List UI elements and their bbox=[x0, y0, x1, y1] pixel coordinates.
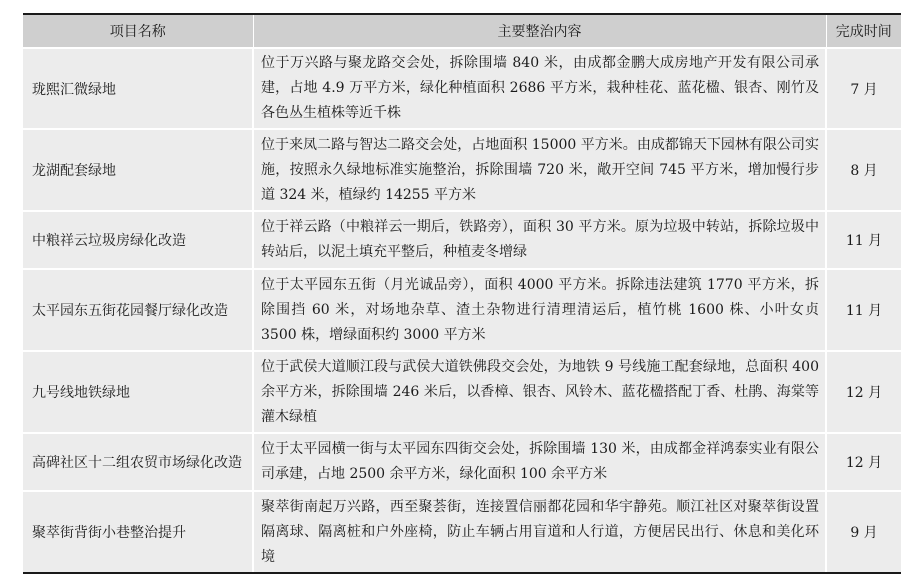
completion-time-cell: 8 月 bbox=[826, 129, 901, 211]
project-table-wrapper bbox=[23, 13, 901, 574]
header-completion-time: 完成时间 bbox=[826, 14, 901, 48]
table-header bbox=[23, 14, 901, 48]
header-main-content: 主要整治内容 bbox=[253, 14, 826, 48]
project-name-cell: 珑熙汇微绿地 bbox=[23, 48, 253, 129]
table-row bbox=[23, 491, 901, 573]
completion-time-cell: 12 月 bbox=[826, 351, 901, 433]
table-row bbox=[23, 211, 901, 269]
project-content-cell: 位于万兴路与聚龙路交会处，拆除围墙 840 米，由成都金鹏大成房地产开发有限公司承建，占地 4.9 万平方米，绿化种植面积 2686 平方米，栽种桂花、蓝花楹、银杏、刚竹及各色丛生植株等近千株 bbox=[253, 48, 826, 129]
completion-time-cell: 9 月 bbox=[826, 491, 901, 573]
project-name-cell: 龙湖配套绿地 bbox=[23, 129, 253, 211]
completion-time-cell: 12 月 bbox=[826, 433, 901, 491]
project-name-cell: 太平园东五街花园餐厅绿化改造 bbox=[23, 269, 253, 351]
project-name-cell: 中粮祥云垃圾房绿化改造 bbox=[23, 211, 253, 269]
header-project-name: 项目名称 bbox=[23, 14, 253, 48]
project-name-cell: 聚萃街背街小巷整治提升 bbox=[23, 491, 253, 573]
project-table bbox=[23, 13, 901, 574]
project-content-cell: 位于祥云路（中粮祥云一期后，铁路旁），面积 30 平方米。原为垃圾中转站，拆除垃圾中转站后，以泥土填充平整后，种植麦冬增绿 bbox=[253, 211, 826, 269]
table-body bbox=[23, 48, 901, 573]
project-name-cell: 高碑社区十二组农贸市场绿化改造 bbox=[23, 433, 253, 491]
project-content-cell: 位于太平园横一街与太平园东四街交会处，拆除围墙 130 米，由成都金祥鸿泰实业有限公司承建，占地 2500 余平方米，绿化面积 100 余平方米 bbox=[253, 433, 826, 491]
project-name-cell: 九号线地铁绿地 bbox=[23, 351, 253, 433]
project-content-cell: 位于武侯大道顺江段与武侯大道铁佛段交会处，为地铁 9 号线施工配套绿地，总面积 400 余平方米，拆除围墙 246 米后，以香樟、银杏、风铃木、蓝花楹搭配丁香、杜鹃、海棠等灌木绿植 bbox=[253, 351, 826, 433]
table-row bbox=[23, 351, 901, 433]
table-row bbox=[23, 433, 901, 491]
project-content-cell: 位于来凤二路与智达二路交会处，占地面积 15000 平方米。由成都锦天下园林有限公司实施，按照永久绿地标准实施整治，拆除围墙 720 米，敞开空间 745 平方米，增加慢行步道 324 米，植绿约 14255 平方米 bbox=[253, 129, 826, 211]
table-row bbox=[23, 269, 901, 351]
table-row bbox=[23, 48, 901, 129]
project-content-cell: 位于太平园东五街（月光诚品旁），面积 4000 平方米。拆除违法建筑 1770 平方米，拆除围挡 60 米，对场地杂草、渣土杂物进行清理清运后，植竹桃 1600 株、小叶女贞 3500 株，增绿面积约 3000 平方米 bbox=[253, 269, 826, 351]
header-row bbox=[23, 14, 901, 48]
project-content-cell: 聚萃街南起万兴路，西至聚荟街，连接置信丽都花园和华宇静苑。顺江社区对聚萃街设置隔离球、隔离桩和户外座椅，防止车辆占用盲道和人行道，方便居民出行、休息和美化环境 bbox=[253, 491, 826, 573]
completion-time-cell: 11 月 bbox=[826, 211, 901, 269]
completion-time-cell: 11 月 bbox=[826, 269, 901, 351]
table-row bbox=[23, 129, 901, 211]
completion-time-cell: 7 月 bbox=[826, 48, 901, 129]
